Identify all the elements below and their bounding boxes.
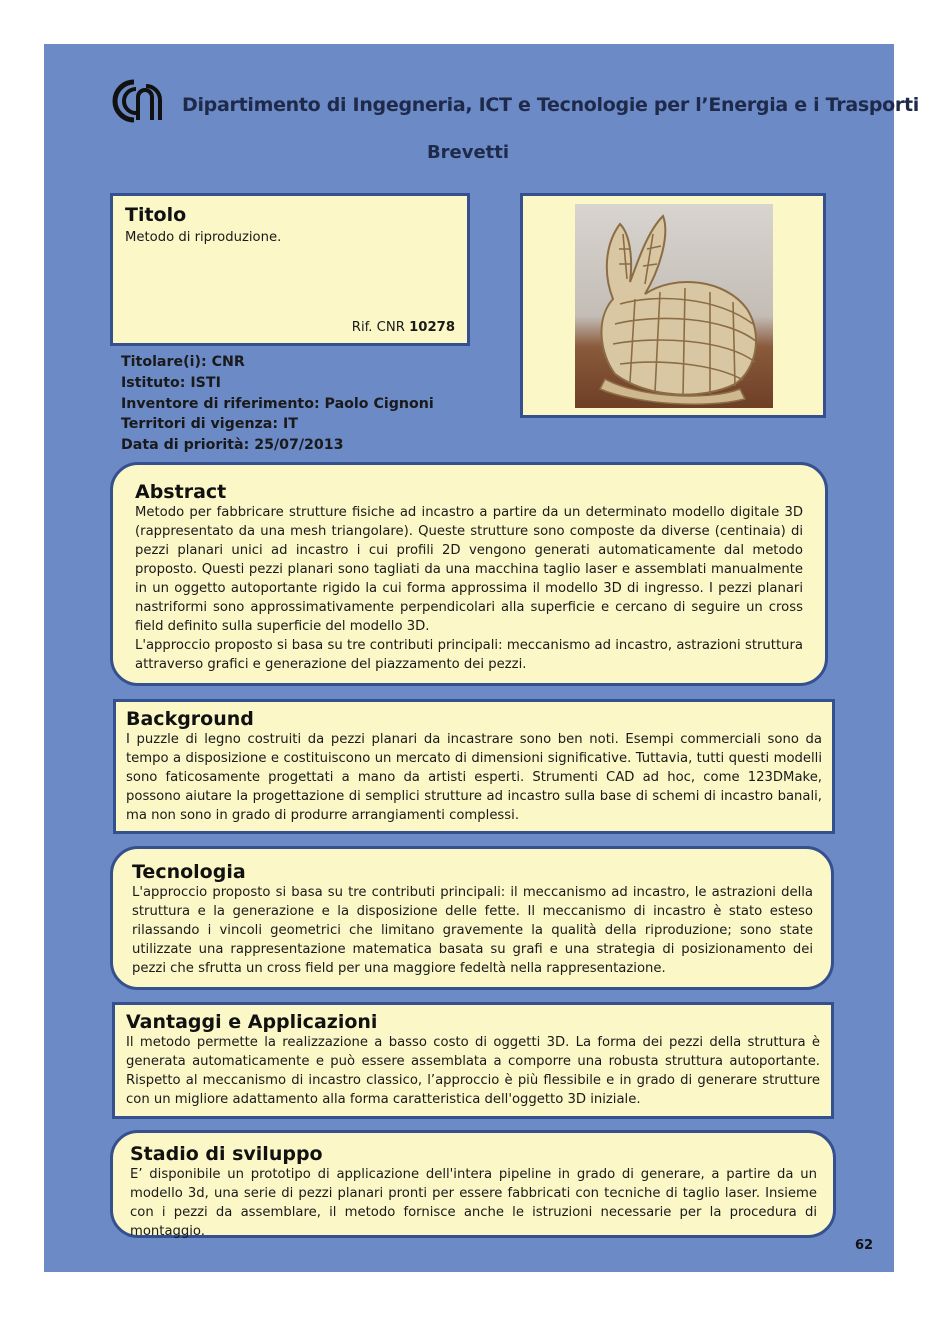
stadio-heading: Stadio di sviluppo bbox=[130, 1143, 323, 1165]
abstract-box bbox=[110, 462, 828, 686]
reference bbox=[352, 320, 455, 335]
department-title: Dipartimento di Ingegneria, ICT e Tecnologie per l’Energia e i Trasporti bbox=[182, 94, 919, 116]
tecnologia-heading: Tecnologia bbox=[132, 861, 246, 883]
vantaggi-heading: Vantaggi e Applicazioni bbox=[126, 1011, 378, 1033]
background-heading: Background bbox=[126, 708, 254, 730]
info-inventore: Inventore di riferimento: Paolo Cignoni bbox=[121, 395, 434, 412]
wooden-bunny-photo bbox=[575, 204, 773, 408]
reference-number: 10278 bbox=[409, 320, 455, 335]
reference-prefix: Rif. CNR bbox=[351, 320, 410, 335]
abstract-heading: Abstract bbox=[135, 481, 227, 503]
page-number: 62 bbox=[855, 1238, 874, 1253]
info-territori: Territori di vigenza: IT bbox=[121, 416, 298, 433]
abstract-text: Metodo per fabbricare strutture fisiche ad incastro a partire da un determinato modello digitale 3D (rappresentato da una mesh triangolare). Queste strutture sono composte da diverse (centinaia) di pezzi planari unici ad incastro i cui profili 2D vengono generati automaticamente dal metodo proposto. Questi pezzi planari sono tagliati da una macchina taglio laser e assemblati manualmente in un oggetto autoportante rigido la cui forma approssima il modello 3D di ingresso. I pezzi planari nastriformi sono approssimativamente perpendicolari alla superficie e cercano di seguire un cross field definito sulla superficie del modello 3D. bbox=[135, 505, 803, 634]
stadio-box bbox=[110, 1130, 836, 1238]
patent-info bbox=[121, 352, 434, 456]
vantaggi-box bbox=[112, 1002, 834, 1119]
tecnologia-box bbox=[110, 846, 834, 990]
title-heading: Titolo bbox=[125, 204, 187, 226]
section-title: Brevetti bbox=[426, 142, 510, 163]
cnr-logo-icon bbox=[110, 78, 164, 124]
info-titolare: Titolare(i): CNR bbox=[121, 354, 245, 370]
info-data: Data di priorità: 25/07/2013 bbox=[121, 437, 344, 454]
background-box bbox=[113, 699, 835, 834]
title-box bbox=[110, 193, 470, 346]
tecnologia-text: L'approccio proposto si basa su tre contributi principali: il meccanismo ad incastro, le astrazioni della struttura e la generazione e la disposizione delle fette. Il meccanismo di incastro è stato esteso rilassando i vincoli geometrici che limitano gravemente la qualità della riproduzione; sono state utilizzate una rappresentazione matematica basata su grafi e una strategia di posizionamento dei pezzi che sfrutta un cross field per una maggiore fedeltà nella rappresentazione. bbox=[132, 885, 813, 976]
abstract-text-2: L'approccio proposto si basa su tre contributi principali: meccanismo ad incastro, astrazioni struttura attraverso grafici e generazione del piazzamento dei pezzi. bbox=[135, 638, 803, 672]
stadio-text: E’ disponibile un prototipo di applicazione dell'intera pipeline in grado di generare, a partire da un modello 3d, una serie di pezzi planari pronti per essere fabbricati con tecniche di taglio laser. Insieme con i pezzi da assemblare, il metodo fornisce anche le istruzioni necessarie per la procedura di montaggio. bbox=[130, 1167, 817, 1239]
image-box bbox=[520, 193, 826, 418]
vantaggi-text: Il metodo permette la realizzazione a basso costo di oggetti 3D. La forma dei pezzi della struttura è generata automaticamente e può essere assemblata a comporre una robusta struttura autoportante. Rispetto al meccanismo di incastro classico, l’approccio è più flessibile e in grado di generare strutture con un migliore adattamento alla forma caratteristica dell'oggetto 3D iniziale. bbox=[126, 1035, 820, 1107]
info-istituto: Istituto: ISTI bbox=[121, 374, 221, 391]
title-value: Metodo di riproduzione. bbox=[125, 230, 282, 245]
background-text: I puzzle di legno costruiti da pezzi planari da incastrare sono ben noti. Esempi commerciali sono da tempo a disposizione e costituiscono un mercato di dimensioni significative. Tuttavia, tutti questi modelli sono faticosamente progettati a mano da artisti esperti. Strumenti CAD ad hoc, come 123DMake, possono aiutare la progettazione di semplici strutture ad incastro sulla base di schemi di incastro banali, ma non sono in grado di produrre arrangiamenti complessi. bbox=[126, 732, 822, 823]
